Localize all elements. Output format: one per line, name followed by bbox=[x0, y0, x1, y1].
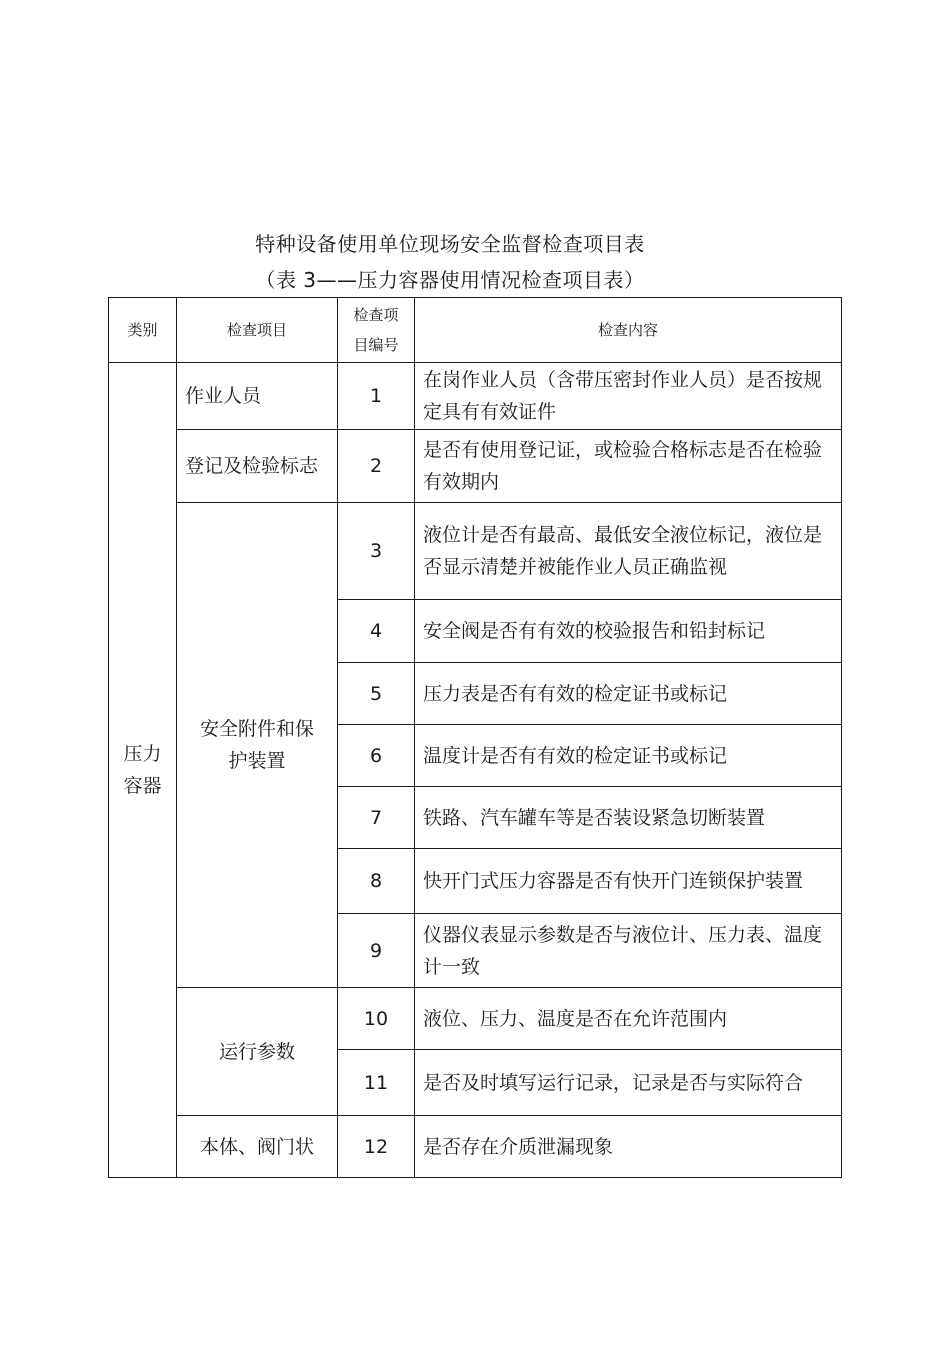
item-cell: 运行参数 bbox=[177, 988, 338, 1116]
header-item: 检查项目 bbox=[177, 298, 338, 363]
content-cell: 快开门式压力容器是否有快开门连锁保护装置 bbox=[415, 849, 842, 914]
content-cell: 在岗作业人员（含带压密封作业人员）是否按规定具有有效证件 bbox=[415, 363, 842, 430]
content-cell: 压力表是否有有效的检定证书或标记 bbox=[415, 663, 842, 725]
number-cell: 1 bbox=[338, 363, 415, 430]
document-subtitle: （表 3——压力容器使用情况检查项目表） bbox=[255, 268, 645, 292]
content-cell: 温度计是否有有效的检定证书或标记 bbox=[415, 725, 842, 787]
header-number-text: 检查项目编号 bbox=[353, 306, 399, 354]
category-cell bbox=[109, 363, 177, 1178]
number-cell: 2 bbox=[338, 430, 415, 503]
content-cell: 安全阀是否有有效的校验报告和铅封标记 bbox=[415, 600, 842, 663]
number-cell: 8 bbox=[338, 849, 415, 914]
table-row bbox=[109, 363, 842, 430]
item-cell: 本体、阀门状 bbox=[177, 1116, 338, 1178]
table-row bbox=[109, 430, 842, 503]
document-title: 特种设备使用单位现场安全监督检查项目表 bbox=[255, 232, 645, 256]
number-cell: 12 bbox=[338, 1116, 415, 1178]
content-cell: 液位、压力、温度是否在允许范围内 bbox=[415, 988, 842, 1050]
number-cell: 10 bbox=[338, 988, 415, 1050]
category-label: 压力容器 bbox=[123, 743, 162, 797]
number-cell: 4 bbox=[338, 600, 415, 663]
number-cell: 3 bbox=[338, 503, 415, 600]
content-cell: 是否及时填写运行记录，记录是否与实际符合 bbox=[415, 1050, 842, 1116]
header-category: 类别 bbox=[109, 298, 177, 363]
table-header-row bbox=[109, 298, 842, 363]
item-cell bbox=[177, 503, 338, 988]
content-cell: 液位计是否有最高、最低安全液位标记，液位是否显示清楚并被能作业人员正确监视 bbox=[415, 503, 842, 600]
table-row bbox=[109, 1116, 842, 1178]
inspection-table bbox=[108, 297, 842, 1178]
item-label: 安全附件和保护装置 bbox=[199, 718, 314, 772]
number-cell: 6 bbox=[338, 725, 415, 787]
number-cell: 5 bbox=[338, 663, 415, 725]
table-row bbox=[109, 503, 842, 600]
header-number bbox=[338, 298, 415, 363]
number-cell: 7 bbox=[338, 787, 415, 849]
item-cell: 登记及检验标志 bbox=[177, 430, 338, 503]
content-cell: 是否存在介质泄漏现象 bbox=[415, 1116, 842, 1178]
header-content: 检查内容 bbox=[415, 298, 842, 363]
number-cell: 9 bbox=[338, 914, 415, 988]
number-cell: 11 bbox=[338, 1050, 415, 1116]
item-cell: 作业人员 bbox=[177, 363, 338, 430]
content-cell: 仪器仪表显示参数是否与液位计、压力表、温度计一致 bbox=[415, 914, 842, 988]
content-cell: 是否有使用登记证，或检验合格标志是否在检验有效期内 bbox=[415, 430, 842, 503]
table-row bbox=[109, 988, 842, 1050]
content-cell: 铁路、汽车罐车等是否装设紧急切断装置 bbox=[415, 787, 842, 849]
